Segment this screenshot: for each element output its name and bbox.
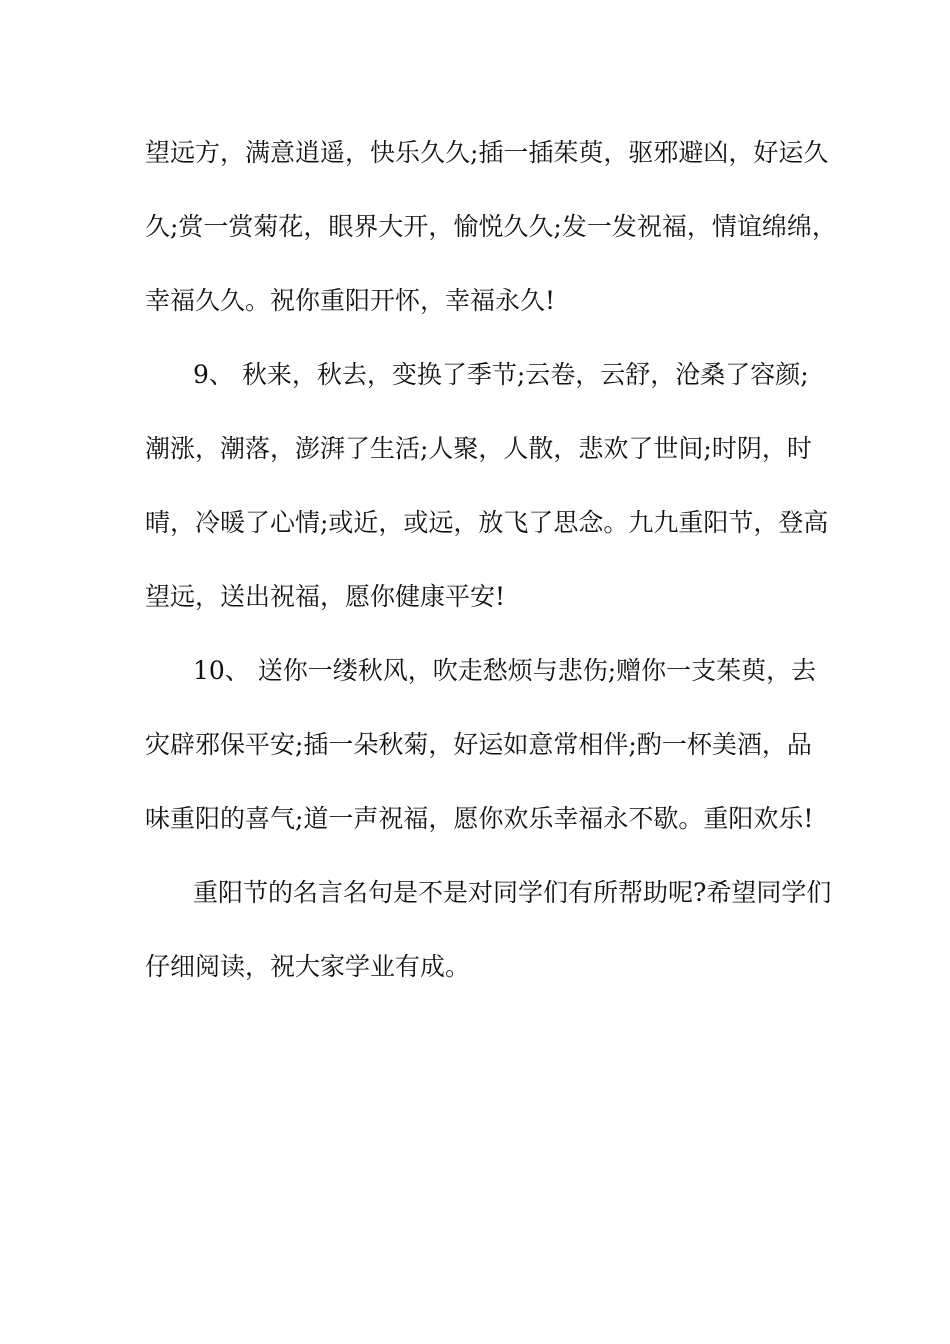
text-line: 望远，送出祝福，愿你健康平安! [145, 582, 506, 611]
item-9-first-line: 9、 秋来，秋去，变换了季节;云卷，云舒，沧桑了容颜; [193, 360, 809, 389]
text-line: 晴，冷暖了心情;或近，或远，放飞了思念。九九重阳节，登高 [145, 508, 829, 537]
text-line: 幸福久久。祝你重阳开怀，幸福永久! [145, 286, 556, 315]
text-line: 味重阳的喜气;道一声祝福，愿你欢乐幸福永不歇。重阳欢乐! [145, 804, 814, 833]
closing-paragraph-first-line: 重阳节的名言名句是不是对同学们有所帮助呢?希望同学们 [193, 878, 832, 907]
text-line: 潮涨，潮落，澎湃了生活;人聚，人散，悲欢了世间;时阴，时 [145, 434, 812, 463]
text-line: 久;赏一赏菊花，眼界大开，愉悦久久;发一发祝福，情谊绵绵， [145, 212, 837, 241]
text-line: 望远方，满意逍遥，快乐久久;插一插茱萸，驱邪避凶，好运久 [145, 138, 829, 167]
item-10-first-line: 10、 送你一缕秋风，吹走愁烦与悲伤;赠你一支茱萸，去 [193, 656, 817, 685]
text-line: 仔细阅读，祝大家学业有成。 [145, 952, 471, 981]
text-line: 灾辟邪保平安;插一朵秋菊，好运如意常相伴;酌一杯美酒，品 [145, 730, 812, 759]
